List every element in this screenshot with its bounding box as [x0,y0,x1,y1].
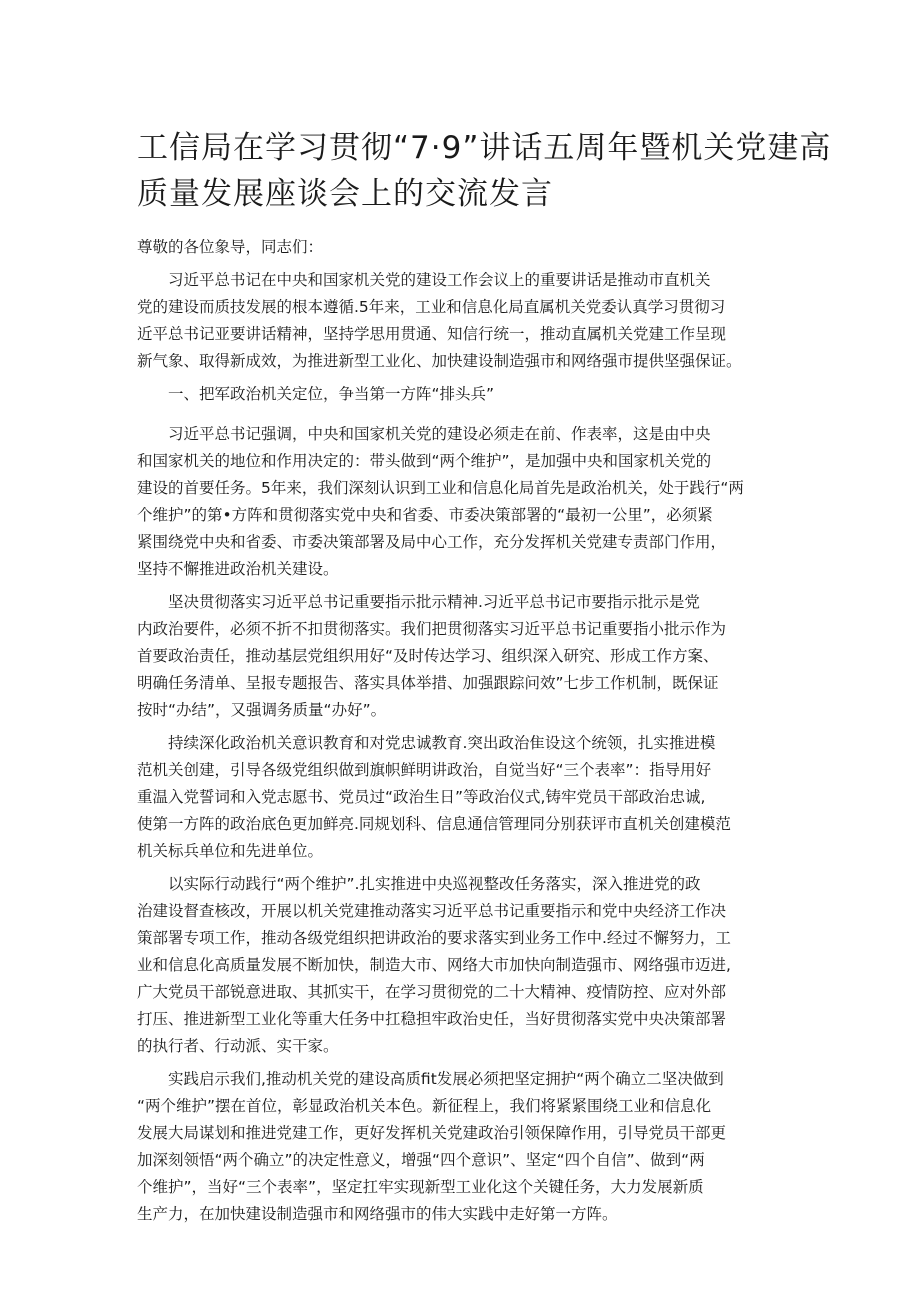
paragraph-line: 发展大局谋划和推进党建工作，更好发挥机关党建政治引领保障作用，引导党员干部更 [137,1124,727,1142]
paragraph-line: 习近平总书记在中央和国家机关党的建设工作会议上的重要讲话是推动市直机关 [168,271,711,289]
paragraph-line: 个维护”，当好“三个表率”，坚定扛牢实现新型工业化这个关键任务，大力发展新质 [137,1178,704,1196]
paragraph-line: 明确任务清单、呈报专题报告、落实具体举措、加强跟踪问效”七步工作机制，既保证 [137,674,719,692]
paragraph-line: 的执行者、行动派、实干家。 [137,1037,339,1055]
paragraph-line: 习近平总书记强调，中央和国家机关党的建设必须走在前、作表率，这是由中央 [168,425,711,443]
title-line: 工信局在学习贯彻“7·9”讲话五周年暨机关党建高 [137,130,832,166]
paragraph-line: 内政治要件，必须不折不扣贯彻落实。我们把贯彻落实习近平总书记重要指小批示作为 [137,620,727,638]
paragraph-line: 策部署专项工作，推动各级党组织把讲政治的要求落实到业务工作中.经过不懈努力，工 [137,929,731,947]
paragraph-line: “两个维护”摆在首位，彰显政治机关本色。新征程上，我们将紧紧围绕工业和信息化 [137,1097,712,1115]
section-paragraph [137,730,797,865]
intro-paragraph [137,267,797,375]
paragraph-line: 新气象、取得新成效，为推进新型工业化、加快建设制造强市和网络强市提供坚强保证。 [137,352,742,370]
section-paragraph [137,1066,797,1228]
paragraph-line: 坚决贯彻落实习近平总书记重要指示批示精神.习近平总书记市要指示批示是党 [168,593,700,611]
paragraph-line: 党的建设而质技发展的根本遵循.5年来，工业和信息化局直属机关党委认真学习贯彻习 [137,298,726,316]
paragraph-line: 和国家机关的地位和作用决定的：带头做到“两个维护”，是加强中央和国家机关党的 [137,452,712,470]
paragraph-line: 实践启示我们,推动机关党的建设高质fit发展必须把坚定拥护“两个确立二坚决做到 [168,1070,724,1088]
paragraph-line: 机关标兵单位和先进单位。 [137,842,324,860]
paragraph-line: 治建设督查核改，开展以机关党建推动落实习近平总书记重要指示和党中央经济工作决 [137,902,727,920]
paragraph-line: 使第一方阵的政治底色更加鲜亮.同规划科、信息通信管理同分别获评市直机关创建模范 [137,815,731,833]
paragraph-line: 广大党员干部锐意进取、其抓实干，在学习贯彻党的二十大精神、疫情防控、应对外部 [137,983,727,1001]
section-paragraph [137,589,797,724]
paragraph-line: 范机关创建，引导各级党组织做到旗帜鲜明讲政治，自觉当好“三个表率”：指导用好 [137,761,712,779]
paragraph-line: 近平总书记亚要讲话精神，坚持学思用贯通、知信行统一，推动直属机关党建工作呈现 [137,325,727,343]
paragraph-line: 坚持不懈推进政治机关建设。 [137,560,339,578]
section-paragraph [137,871,797,1060]
paragraph-line: 以实际行动践行“两个维护”.扎实推进中央巡视整改任务落实，深入推进党的政 [168,875,701,893]
document-body [137,234,797,1234]
paragraph-line: 按时“办结”，又强调务质量“办好”。 [137,701,387,719]
paragraph-line: 首要政治责任，推动基层党组织用好“及时传达学习、组织深入研究、形成工作方案、 [137,647,719,665]
paragraph-line: 加深刻领悟“两个确立”的决定性意义，增强“四个意识”、坚定“四个自信”、做到“两 [137,1151,705,1169]
paragraph-line: 生产力，在加快建设制造强市和网络强市的伟大实践中走好第一方阵。 [137,1205,618,1223]
title-line: 质量发展座谈会上的交流发言 [137,176,553,212]
document-title [137,125,832,217]
paragraph-line: 业和信息化高质量发展不断加快，制造大市、网络大市加快向制造强市、网络强市迈进, [137,956,731,974]
paragraph-line: 重温入党誓词和入党志愿书、党员过“政治生日”等政治仪式,铸牢党员干部政治忠诚, [137,788,706,806]
section-paragraph [137,421,797,583]
paragraph-line: 个维护”的第•方阵和贯彻落实党中央和省委、市委决策部署的“最初一公里”，必须紧 [137,506,713,524]
section-heading: 一、把军政治机关定位，争当第一方阵“排头兵” [168,385,495,403]
salutation: 尊敬的各位象导，同志们： [137,238,324,256]
paragraph-line: 持续深化政治机关意识教育和对党忠诚教育.突出政治隹设这个统领，扎实推进模 [168,734,716,752]
paragraph-line: 打压、推进新型工业化等重大任务中扛稳担牢政治史任，当好贯彻落实党中央决策部署 [137,1010,727,1028]
paragraph-line: 建设的首要任务。5年来，我们深刻认识到工业和信息化局首先是政治机关，处于践行“两 [137,479,744,497]
paragraph-line: 紧围绕党中央和省委、市委决策部署及局中心工作，充分发挥机关党建专责部门作用， [137,533,727,551]
